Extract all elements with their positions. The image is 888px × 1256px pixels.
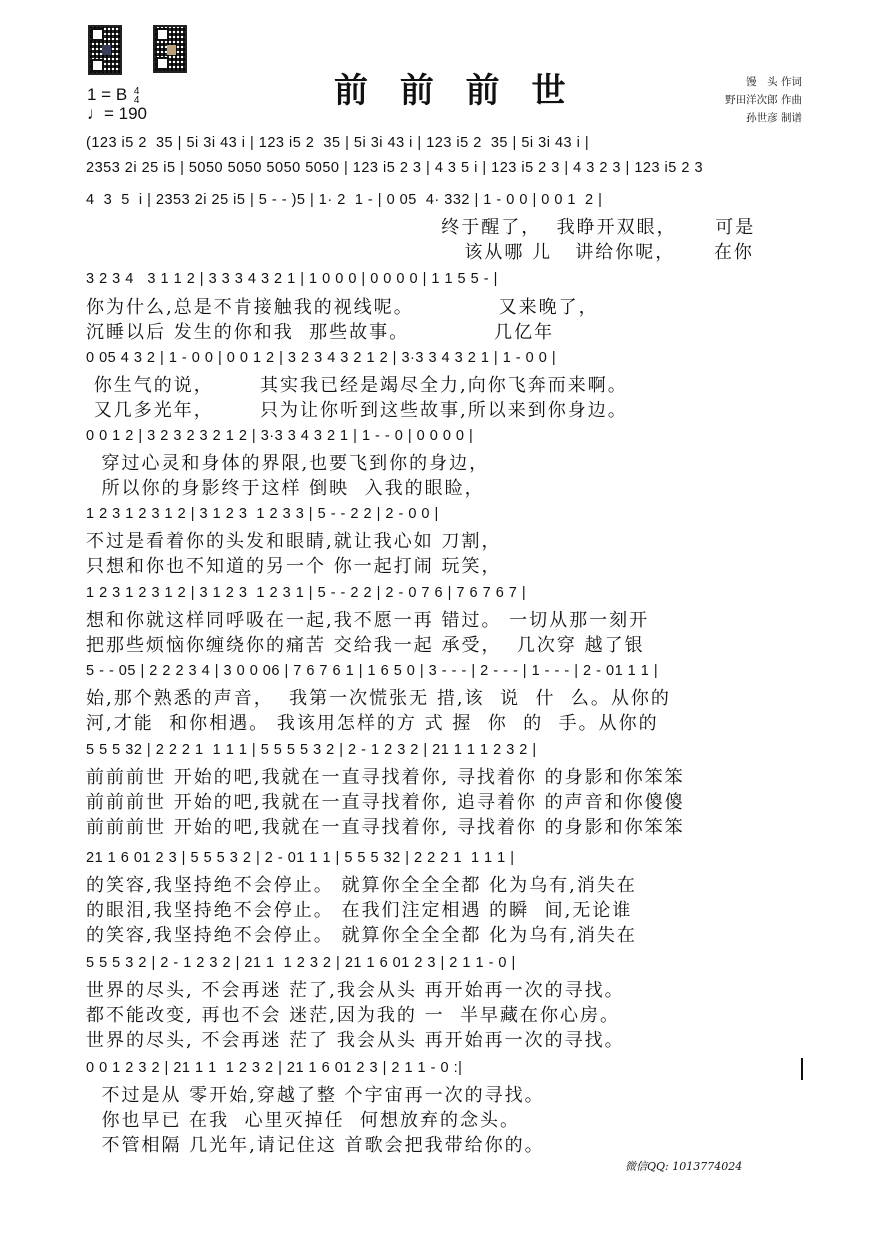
lyric-line: 前前前世 开始的吧,我就在一直寻找着你, 追寻着你 的声音和你傻傻 <box>86 792 685 813</box>
notation-row: 0 0 1 2 | 3 2 3 2 3 2 1 2 | 3·3 3 4 3 2 1 | 1 - - 0 | 0 0 0 0 | <box>86 428 474 444</box>
notation-row: 1 2 3 1 2 3 1 2 | 3 1 2 3 1 2 3 1 | 5 - - 2 2 | 2 - 0 7 6 | 7 6 7 6 7 | <box>86 585 527 601</box>
lyric-line: 只想和你也不知道的另一个 你一起打闹 玩笑， <box>86 556 502 577</box>
notation-row: 4 3 5 i | 2353 2i 25 i5 | 5 - - )5 | 1· 2 1 - | 0 05 4· 332 | 1 - 0 0 | 0 0 1 2 | <box>86 192 603 208</box>
tempo-marking: ♩= 190 <box>87 104 148 123</box>
qr-code-2 <box>153 25 187 73</box>
song-title: 前 前 前 世 <box>334 71 576 111</box>
key-label: 1 = B <box>87 85 128 104</box>
lyric-line: 不过是看着你的头发和眼睛,就让我心如 刀割， <box>86 531 502 552</box>
repeat-end-barline <box>801 1058 803 1080</box>
notation-row: 0 05 4 3 2 | 1 - 0 0 | 0 0 1 2 | 3 2 3 4 3 2 1 2 | 3·3 3 4 3 2 1 | 1 - 0 0 | <box>86 350 557 366</box>
lyric-line: 终于醒了， 我睁开双眼， 可是 <box>86 217 756 238</box>
notation-row: 5 5 5 3 2 | 2 - 1 2 3 2 | 21 1 1 2 3 2 | 21 1 6 01 2 3 | 2 1 1 - 0 | <box>86 955 516 971</box>
notation-row: 5 - - 05 | 2 2 2 3 4 | 3 0 0 06 | 7 6 7 6 1 | 1 6 5 0 | 3 - - - | 2 - - - | 1 - - - | 2 - 01 1 1 | <box>86 663 659 679</box>
credits <box>725 73 802 127</box>
lyric-line: 前前前世 开始的吧,我就在一直寻找着你, 寻找着你 的身影和你笨笨 <box>86 767 685 788</box>
qr-code-1 <box>88 25 122 75</box>
lyric-line: 不过是从 零开始,穿越了整 个宇宙再一次的寻找。 <box>86 1085 545 1106</box>
lyric-line: 的眼泪,我坚持绝不会停止。 在我们注定相遇 的瞬 间,无论谁 <box>86 900 633 921</box>
lyric-line: 都不能改变, 再也不会 迷茫,因为我的 一 半早藏在你心房。 <box>86 1005 621 1026</box>
lyric-line: 该从哪 儿 讲给你呢， 在你 <box>86 242 754 263</box>
time-signature <box>134 87 140 105</box>
composer-credit: 野田洋次郎 作曲 <box>725 94 802 106</box>
notation-row: 1 2 3 1 2 3 1 2 | 3 1 2 3 1 2 3 3 | 5 - - 2 2 | 2 - 0 0 | <box>86 506 439 522</box>
lyric-line: 穿过心灵和身体的界限,也要飞到你的身边， <box>86 453 490 474</box>
lyric-line: 沉睡以后 发生的你和我 那些故事。 几亿年 <box>86 322 555 343</box>
lyric-line: 河,才能 和你相遇。 我该用怎样的方 式 握 你 的 手。从你的 <box>86 713 659 734</box>
lyric-line: 世界的尽头, 不会再迷 茫了 我会从头 再开始再一次的寻找。 <box>86 1030 625 1051</box>
notation-row: (123 i5 2 35 | 5i 3i 43 i | 123 i5 2 35 | 5i 3i 43 i | 123 i5 2 35 | 5i 3i 43 i | <box>86 135 590 151</box>
lyric-line: 你生气的说， 其实我已经是竭尽全力,向你飞奔而来啊。 <box>86 375 628 396</box>
notation-row: 21 1 6 01 2 3 | 5 5 5 3 2 | 2 - 01 1 1 | 5 5 5 32 | 2 2 2 1 1 1 1 | <box>86 850 515 866</box>
notation-row: 3 2 3 4 3 1 1 2 | 3 3 3 4 3 2 1 | 1 0 0 0 | 0 0 0 0 | 1 1 5 5 - | <box>86 271 498 287</box>
lyricist-credit: 馒 头 作词 <box>746 76 802 88</box>
notation-row: 0 0 1 2 3 2 | 21 1 1 1 2 3 2 | 21 1 6 01 2 3 | 2 1 1 - 0 :| <box>86 1060 463 1076</box>
notation-row: 5 5 5 32 | 2 2 2 1 1 1 1 | 5 5 5 5 3 2 | 2 - 1 2 3 2 | 21 1 1 1 2 3 2 | <box>86 742 537 758</box>
arranger-credit: 孙世彦 制谱 <box>746 112 802 124</box>
key-signature <box>87 86 139 105</box>
time-bottom: 4 <box>133 94 140 106</box>
lyric-line: 不管相隔 几光年,请记住这 首歌会把我带给你的。 <box>86 1135 545 1156</box>
lyric-line: 的笑容,我坚持绝不会停止。 就算你全全全都 化为乌有,消失在 <box>86 875 637 896</box>
lyric-line: 把那些烦恼你缠绕你的痛苦 交给我一起 承受， 几次穿 越了银 <box>86 635 645 656</box>
lyric-line: 前前前世 开始的吧,我就在一直寻找着你, 寻找着你 的身影和你笨笨 <box>86 817 685 838</box>
contact-watermark: 微信QQ: 1013774024 <box>625 1160 743 1173</box>
lyric-line: 始,那个熟悉的声音， 我第一次慌张无 措,该 说 什 么。从你的 <box>86 688 671 709</box>
notation-row: 2353 2i 25 i5 | 5050 5050 5050 5050 | 123 i5 2 3 | 4 3 5 i | 123 i5 2 3 | 4 3 2 3 | 123 i5 2 3 <box>86 160 704 176</box>
lyric-line: 所以你的身影终于这样 倒映 入我的眼睑， <box>86 478 485 499</box>
lyric-line: 的笑容,我坚持绝不会停止。 就算你全全全都 化为乌有,消失在 <box>86 925 637 946</box>
time-top: 4 <box>133 85 140 97</box>
lyric-line: 世界的尽头, 不会再迷 茫了,我会从头 再开始再一次的寻找。 <box>86 980 625 1001</box>
lyric-line: 想和你就这样同呼吸在一起,我不愿一再 错过。 一切从那一刻开 <box>86 610 650 631</box>
lyric-line: 又几多光年， 只为让你听到这些故事,所以来到你身边。 <box>86 400 628 421</box>
lyric-line: 你为什么,总是不肯接触我的视线呢。 又来晚了， <box>86 297 599 318</box>
lyric-line: 你也早已 在我 心里灭掉任 何想放弃的念头。 <box>86 1110 521 1131</box>
